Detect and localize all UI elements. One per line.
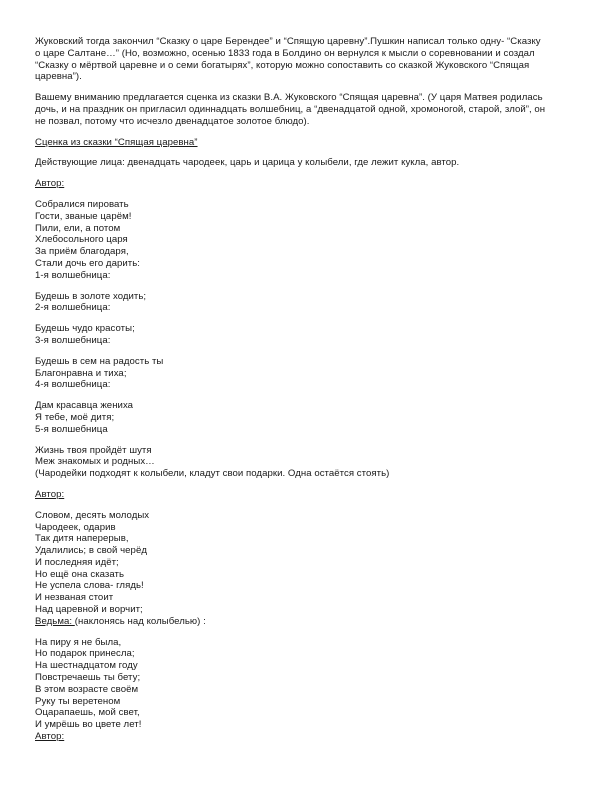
verse-line: Меж знакомых и родных…: [35, 456, 155, 468]
verse-line: Благонравна и тиха;: [35, 367, 127, 379]
verse-line: Пили, ели, а потом: [35, 222, 121, 234]
text-line: о царе Салтане…” (Но, возможно, осенью 1833 года в Болдино он вернулся к мысли о соревновании и создал: [35, 47, 535, 59]
verse-line: На шестнадцатом году: [35, 660, 138, 672]
verse-line: Удалились; в свой черёд: [35, 545, 147, 557]
text-line: Жуковский тогда закончил “Сказку о царе Берендее” и “Спящую царевну”.Пушкин написал только одну- “Сказку: [35, 36, 541, 47]
text-line: “Сказку о мёртвой царевне и о семи богатырях”, которую можно сопоставить со сказкой Жуковского “Спящая: [35, 59, 530, 71]
witch-speaker-line: [35, 616, 582, 628]
verse-line: Но ещё она сказать: [35, 568, 125, 580]
speaker-label: 4-я волшебница:: [35, 379, 111, 391]
speaker-label: 1-я волшебница:: [35, 269, 111, 281]
intro-paragraph-2: [35, 92, 582, 127]
verse-line: Будешь в золоте ходить;: [35, 290, 147, 302]
stanza-7: [35, 510, 582, 628]
scene-title: Сценка из сказки “Спящая царевна”: [35, 136, 198, 148]
verse-line: Дам красавца жениха: [35, 400, 134, 412]
verse-line: Руку ты веретеном: [35, 695, 121, 707]
stage-direction: (наклонясь над колыбелью) :: [74, 615, 206, 627]
verse-line: Гости, званые царём!: [35, 210, 132, 222]
verse-line: Будешь в сем на радость ты: [35, 355, 164, 367]
speaker-author: Автор:: [35, 731, 65, 743]
speaker-block: [35, 489, 582, 501]
stanza-6: [35, 445, 582, 480]
stanza-3: [35, 323, 582, 347]
text-line: Вашему вниманию предлагается сценка из сказки В.А. Жуковского “Спящая царевна”. (У царя Матвея родилась: [35, 92, 543, 104]
verse-line: Жизнь твоя пройдёт шутя: [35, 444, 152, 456]
verse-line: Словом, десять молодых: [35, 509, 150, 521]
speaker-label: 5-я волшебница: [35, 423, 108, 435]
verse-line: И последняя идёт;: [35, 556, 119, 568]
verse-line: В этом возрасте своём: [35, 683, 139, 695]
characters-block: [35, 157, 582, 169]
stage-direction: (Чародейки подходят к колыбели, кладут свои подарки. Одна остаётся стоять): [35, 468, 390, 480]
scene-title-block: [35, 137, 582, 149]
intro-paragraph-1: [35, 36, 582, 83]
speaker-witch: Ведьма:: [35, 615, 75, 627]
verse-line: Хлебосольного царя: [35, 234, 128, 246]
verse-line: Но подарок принесла;: [35, 648, 135, 660]
verse-line: Не успела слова- глядь!: [35, 580, 144, 592]
speaker-author: Автор:: [35, 488, 65, 500]
stanza-8: [35, 637, 582, 743]
stanza-1: [35, 199, 582, 282]
characters-line: Действующие лица: двенадцать чародеек, царь и царица у колыбели, где лежит кукла, автор.: [35, 157, 460, 169]
verse-line: Повстречаешь ты бету;: [35, 672, 141, 684]
verse-line: На пиру я не была,: [35, 636, 122, 648]
verse-line: И незваная стоит: [35, 592, 114, 604]
text-line: не позвал, потому что исчезло двенадцатое золотое блюдо).: [35, 115, 310, 127]
speaker-author: Автор:: [35, 178, 65, 190]
speaker-block: [35, 178, 582, 190]
stanza-2: [35, 291, 582, 315]
verse-line: Над царевной и ворчит;: [35, 604, 143, 616]
verse-line: Так дитя наперерыв,: [35, 533, 129, 545]
text-line: дочь, и на праздник он пригласил одиннадцать волшебниц, а “двенадцатой одной, хромоногой, старой, злой”, он: [35, 103, 546, 115]
verse-line: Чародеек, одарив: [35, 521, 116, 533]
text-line: царевна”).: [35, 71, 82, 83]
stanza-5: [35, 400, 582, 435]
verse-line: Оцарапаешь, мой свет,: [35, 707, 140, 719]
verse-line: Собралися пировать: [35, 198, 129, 210]
speaker-label: 3-я волшебница:: [35, 334, 111, 346]
verse-line: За приём благодаря,: [35, 246, 129, 258]
verse-line: Стали дочь его дарить:: [35, 257, 140, 269]
verse-line: Будешь чудо красоты;: [35, 323, 135, 335]
stanza-4: [35, 356, 582, 391]
verse-line: И умрёшь во цвете лет!: [35, 719, 142, 731]
speaker-label: 2-я волшебница:: [35, 302, 111, 314]
verse-line: Я тебе, моё дитя;: [35, 411, 115, 423]
